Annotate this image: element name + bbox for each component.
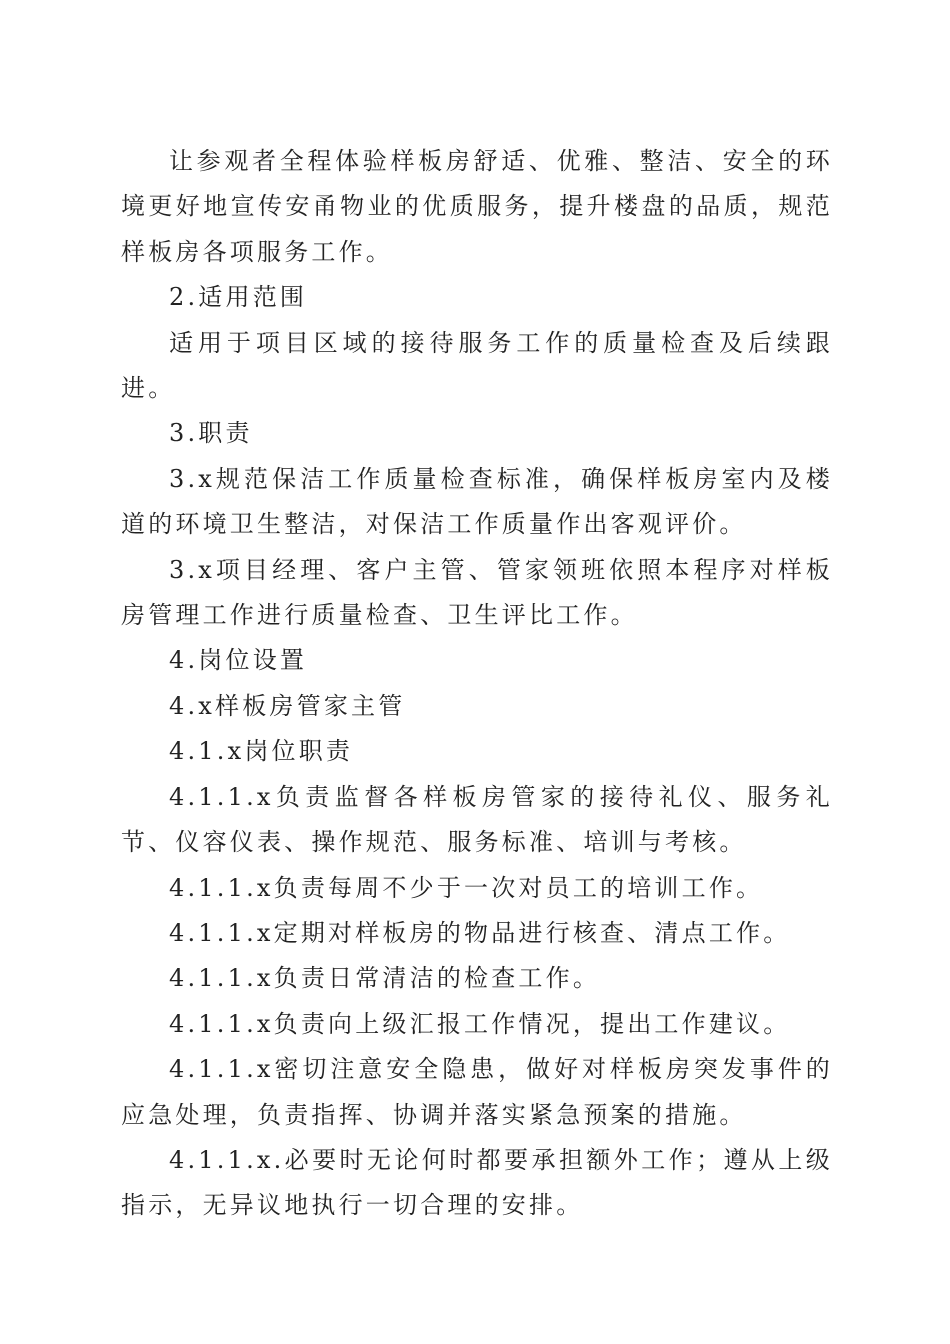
duty-item: 4.1.1.x负责监督各样板房管家的接待礼仪、服务礼节、仪容仪表、操作规范、服务标准、培训与考核。 — [121, 782, 833, 857]
paragraph-responsibility-cleaning: 3.x规范保洁工作质量检查标准，确保样板房室内及楼道的环境卫生整洁，对保洁工作质量作出客观评价。 — [121, 464, 833, 539]
paragraph-scope: 适用于项目区域的接待服务工作的质量检查及后续跟进。 — [121, 328, 833, 403]
duty-item: 4.1.1.x负责向上级汇报工作情况，提出工作建议。 — [169, 1009, 791, 1038]
heading-job-duties: 4.1.x岗位职责 — [169, 737, 354, 766]
heading-butler-supervisor: 4.x样板房管家主管 — [169, 691, 406, 720]
paragraph-responsibility-inspection: 3.x项目经理、客户主管、管家领班依照本程序对样板房管理工作进行质量检查、卫生评比工作。 — [121, 555, 833, 630]
duty-item: 4.1.1.x负责日常清洁的检查工作。 — [169, 964, 601, 993]
paragraph-purpose: 让参观者全程体验样板房舒适、优雅、整洁、安全的环境更好地宣传安甬物业的优质服务，提升楼盘的品质，规范样板房各项服务工作。 — [121, 147, 833, 266]
duty-item: 4.1.1.x定期对样板房的物品进行核查、清点工作。 — [169, 918, 791, 947]
duty-item: 4.1.1.x负责每周不少于一次对员工的培训工作。 — [169, 873, 764, 902]
heading-positions: 4.岗位设置 — [169, 646, 308, 675]
duty-item: 4.1.1.x.必要时无论何时都要承担额外工作；遵从上级指示，无异议地执行一切合理的安排。 — [121, 1145, 833, 1220]
heading-scope: 2.适用范围 — [169, 283, 308, 312]
duty-item: 4.1.1.x密切注意安全隐患，做好对样板房突发事件的应急处理，负责指挥、协调并落实紧急预案的措施。 — [121, 1055, 833, 1129]
heading-responsibilities: 3.职责 — [169, 419, 253, 448]
document-body — [121, 139, 833, 1229]
